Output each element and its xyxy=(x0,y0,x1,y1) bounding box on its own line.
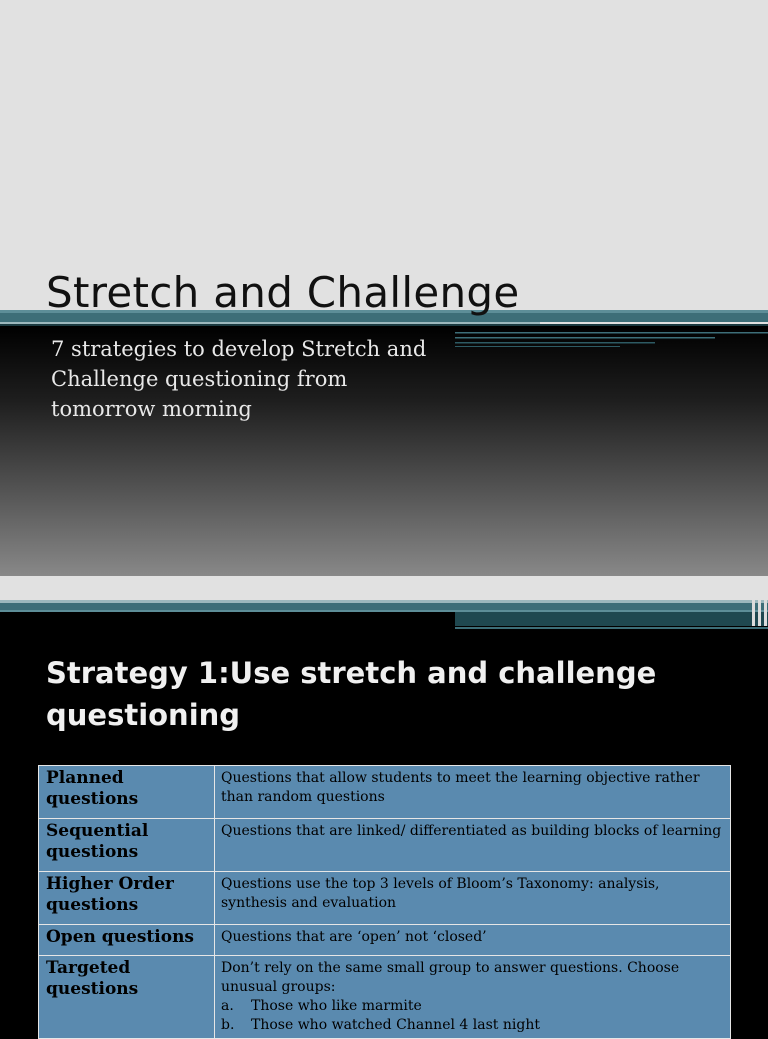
slide-title: Strategy 1:Use stretch and challenge questioning xyxy=(46,656,657,732)
list-item-text: Those who like marmite xyxy=(251,998,422,1014)
table-row xyxy=(39,956,731,1039)
list-item-text: Those who watched Channel 4 last night xyxy=(251,1017,540,1033)
strategies-table xyxy=(38,765,731,1039)
decorative-accent-bars xyxy=(0,600,768,640)
question-description-cell xyxy=(215,956,731,1039)
table-row xyxy=(39,766,731,819)
slide-subtitle: 7 strategies to develop Stretch and Challenge questioning from tomorrow morning xyxy=(51,337,427,421)
question-description: Don’t rely on the same small group to answer questions. Choose unusual groups: xyxy=(221,960,680,995)
question-type: Planned questions xyxy=(39,766,215,819)
list-item xyxy=(221,997,724,1016)
strategy-slide xyxy=(0,576,768,1033)
list-item xyxy=(221,1016,724,1035)
question-description: Questions use the top 3 levels of Bloom’s Taxonomy: analysis, synthesis and evaluation xyxy=(215,872,731,925)
group-list xyxy=(221,997,724,1035)
table-row xyxy=(39,925,731,956)
question-description: Questions that are ‘open’ not ‘closed’ xyxy=(215,925,731,956)
question-description: Questions that allow students to meet the learning objective rather than random questions xyxy=(215,766,731,819)
question-type: Sequential questions xyxy=(39,819,215,872)
slide-title: Stretch and Challenge xyxy=(46,268,520,317)
table-row xyxy=(39,872,731,925)
question-type: Targeted questions xyxy=(39,956,215,1039)
list-marker: a. xyxy=(221,998,234,1014)
list-marker: b. xyxy=(221,1017,235,1033)
table-row xyxy=(39,819,731,872)
question-type: Open questions xyxy=(39,925,215,956)
question-type: Higher Order questions xyxy=(39,872,215,925)
question-description: Questions that are linked/ differentiated as building blocks of learning xyxy=(215,819,731,872)
